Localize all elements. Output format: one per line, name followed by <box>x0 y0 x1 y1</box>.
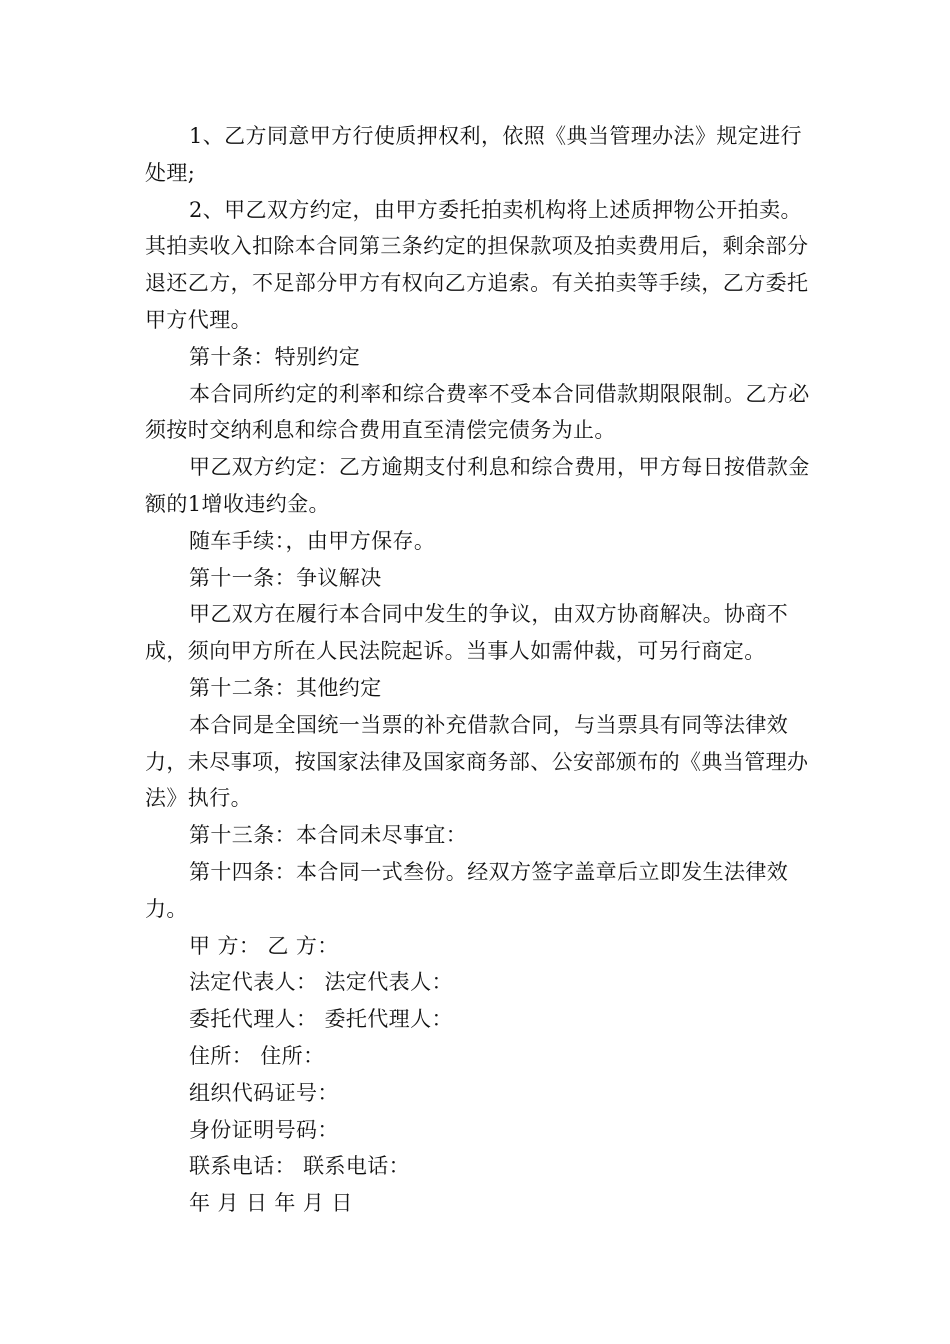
date-line: 年 月 日 年 月 日 <box>189 1191 353 1216</box>
phone-line: 联系电话： 联系电话： <box>189 1154 411 1179</box>
article-12-other-paragraph: 本合同是全国统一当票的补充借款合同，与当票具有同等法律效力，未尽事项，按国家法律及国家商务部、公安部颁布的《典当管理办法》执行。 <box>145 712 809 811</box>
article-14-paragraph: 第十四条：本合同一式叁份。经双方签字盖章后立即发生法律效力。 <box>145 859 789 921</box>
article-10-rate-paragraph: 本合同所约定的利率和综合费率不受本合同借款期限限制。乙方必须按时交纳利息和综合费用直至清偿完债务为止。 <box>145 381 810 443</box>
address-line: 住所： 住所： <box>189 1043 325 1068</box>
vehicle-documents-line: 随车手续：，由甲方保存。 <box>189 528 436 553</box>
article-12-heading: 第十二条：其他约定 <box>189 675 382 700</box>
article-10-heading: 第十条：特别约定 <box>189 344 361 369</box>
legal-representative-line: 法定代表人： 法定代表人： <box>189 970 453 995</box>
authorized-agent-line: 委托代理人： 委托代理人： <box>189 1007 453 1032</box>
document-page <box>145 118 810 1222</box>
clause-auction-2: 2、甲乙双方约定，由甲方委托拍卖机构将上述质押物公开拍卖。其拍卖收入扣除本合同第三条约定的担保款项及拍卖费用后，剩余部分退还乙方，不足部分甲方有权向乙方追索。有关拍卖等手续，乙方委托甲方代理。 <box>145 197 809 332</box>
article-11-dispute-paragraph: 甲乙双方在履行本合同中发生的争议，由双方协商解决。协商不成，须向甲方所在人民法院起诉。当事人如需仲裁，可另行商定。 <box>145 602 789 664</box>
id-number-line: 身份证明号码： <box>189 1117 339 1142</box>
article-11-heading: 第十一条：争议解决 <box>189 565 382 590</box>
clause-disposal-1: 1、乙方同意甲方行使质押权利，依照《典当管理办法》规定进行处理; <box>145 124 802 185</box>
party-labels-line: 甲 方： 乙 方： <box>189 933 339 958</box>
article-10-penalty-paragraph: 甲乙双方约定：乙方逾期支付利息和综合费用，甲方每日按借款金额的1增收违约金。 <box>145 455 810 516</box>
article-13-heading: 第十三条：本合同未尽事宜： <box>189 823 468 848</box>
organization-code-line: 组织代码证号： <box>189 1080 339 1105</box>
